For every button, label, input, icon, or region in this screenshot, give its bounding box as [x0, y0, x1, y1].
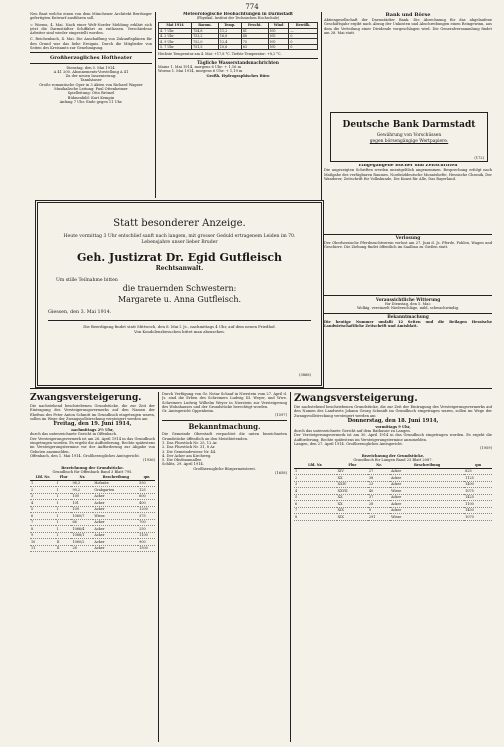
table-cell: I: [56, 513, 72, 520]
books-title: Eingegangene Bücher und Zeitschriften: [358, 164, 458, 168]
weather-subtitle: (Physikal. Institut der Technischen Hochschule): [196, 16, 280, 21]
table-cell: 4. 7 Uhr: [159, 28, 192, 33]
table-cell: 2: [294, 475, 337, 482]
table-cell: 5. 7 Uhr: [159, 44, 192, 49]
auction-right-text: Der Versteigerungsvermerk ist am 30. April 1914 in das Grundbuch eingetragen worden. Es ergeht die Aufforderung, Rechte spätestens im Versteigerungstermine anzumelden.: [294, 433, 492, 442]
auction-right-time: vormittags 9 Uhr,: [375, 424, 411, 429]
table-cell: Acker: [93, 519, 138, 526]
mid-notice-title: Bekanntmachung.: [188, 422, 261, 432]
auction-right-sign: Langen, den 27. April 1914. Großherzogliches Amtsgericht.: [294, 442, 404, 447]
notice-list-item: 3. Die Gemeindewiese Nr. 44.: [162, 449, 217, 454]
auction-left-time: nachmittags 2½ Uhr,: [71, 428, 114, 433]
table-cell: II: [56, 539, 72, 546]
books-text: Die angezeigten Schriften werden unentgeltlich angenommen. Besprechung erfolgt nach Maßgabe des verfügbaren Raumes. Nordsüddeutsche Monatshefte, Hessische Chronik, Der Wanderer, Zeitschrift für Volkskunde, Die Kunst für Alle, Das Bayerland.: [324, 168, 492, 181]
table-cell: 751,5: [192, 44, 219, 49]
table-cell: 5: [30, 506, 56, 513]
auction-left-table-sub: Grundbuch für Offenbach Band 3 Blatt 795.: [52, 469, 133, 474]
auction-left-intro: Die nachstehend beschriebenen Grundstücke, die zur Zeit der Eintragung des Versteigerungsvermerks auf den Namen der Ehefrau des Peter Anton Schmitt im Grundbuch eingetragen waren, sollen im Wege der Zwangsvollstreckung versteigert werden am: [30, 404, 155, 421]
table-cell: 0: [289, 39, 318, 44]
table-cell: 752,0: [192, 39, 219, 44]
bank-section-title: Bank und Börse: [385, 12, 431, 18]
table-cell: 1070: [464, 514, 492, 521]
table-cell: I: [56, 532, 72, 539]
table-cell: 28: [368, 501, 390, 508]
sale-text: Der Oberhessische Pferdezuchtverein verlost am 27. Juni d. Js. Pferde, Fohlen, Wagen und Geschirre. Die Ziehung findet öffentlich im Saalbau zu Gießen statt.: [324, 241, 492, 250]
auction-left-code: (1936): [143, 458, 155, 463]
table-cell: Acker: [93, 500, 138, 507]
announcement-mourners: die trauernden Schwestern:: [122, 284, 237, 293]
table-cell: 1066/4: [71, 526, 93, 533]
auction-mid-sign: Gr. Amtsgericht Oppenheim.: [162, 409, 215, 414]
table-cell: 0: [289, 34, 318, 39]
bank-ad: [330, 112, 488, 162]
table-cell: 3: [30, 493, 56, 500]
table-cell: 1060/7: [71, 513, 93, 520]
table-header-cell: Nr.: [368, 462, 390, 468]
table-cell: 1080/2: [71, 539, 93, 546]
table-cell: 2: [30, 487, 56, 494]
sale-title: Verlosung: [395, 235, 421, 241]
table-row: [294, 514, 492, 521]
auction-right-title: Zwangsversteigerung.: [294, 393, 418, 404]
mid-notice-date: Schlitz, 29. April 1914.: [162, 462, 204, 467]
table-cell: 900: [138, 539, 155, 546]
table-cell: 9: [30, 532, 56, 539]
auction-right-intro: Die nachstehend beschriebenen Grundstücke, die zur Zeit der Eintragung des Versteigerungsvermerks auf den Namen des Landwirts Johann Georg Schmidt im Grundbuch eingetragen waren, sollen im Wege der Zwangsvollstreckung versteigert werden am: [294, 405, 492, 418]
table-cell: Acker: [93, 506, 138, 513]
table-header-cell: Flur: [56, 474, 72, 480]
auction-left-place: durch das unterzeichnete Gericht in Offenbach.: [30, 432, 118, 437]
table-cell: —: [289, 28, 318, 33]
water-level-line: Worms 1. Mai 1914, morgens 6 Uhr: + 1,19 m: [158, 69, 243, 74]
table-cell: 10: [30, 539, 56, 546]
auction-right: [294, 392, 492, 742]
table-cell: 1: [294, 468, 337, 475]
table-cell: 125: [138, 487, 155, 494]
auction-mid-text: Durch Verfügung von Gr. Notar Schaaf in Nierstein vom 27. April d. Js. sind die Erben des Schreiners Ludwig III. Weyer, und Wwe. Schreiners Ludwig Wilhelm Weyer in Nierstein zur Versteigerung des Wohnhauses und der Grundstücke berechtigt worden.: [162, 392, 287, 409]
table-cell: 4. 9 Uhr: [159, 39, 192, 44]
table-cell: 1088/1: [71, 532, 93, 539]
death-announcement: [35, 200, 324, 388]
table-cell: 6: [294, 501, 337, 508]
table-cell: I: [56, 506, 72, 513]
table-cell: 754,8: [192, 28, 219, 33]
table-cell: 109: [71, 506, 93, 513]
theater-line: A 41 200. Abonnements-Vorstellung A 41: [53, 69, 129, 74]
table-header-cell: Temp.: [218, 23, 241, 28]
table-cell: Wiese: [93, 513, 138, 520]
table-cell: 81: [241, 28, 268, 33]
table-cell: XIX: [337, 514, 368, 521]
deceased-name: Geh. Justizrat Dr. Egid Gutfleisch: [76, 251, 283, 264]
auction-mid-code: (1597): [275, 413, 287, 418]
table-cell: 48: [241, 34, 268, 39]
table-cell: Acker: [93, 545, 138, 552]
table-cell: NO: [268, 44, 288, 49]
weather-table: [158, 22, 318, 50]
table-header-cell: Feucht.: [241, 23, 268, 28]
table-cell: 1200: [138, 506, 155, 513]
auction-right-table-title: Bezeichnung der Grundstücke.: [361, 453, 425, 458]
auction-right-place: durch das unterzeichnete Gericht auf dem Rathause zu Langen.: [294, 429, 411, 434]
table-header-cell: Flur: [337, 462, 368, 468]
table-cell: 38: [368, 475, 390, 482]
note-title: Bekanntmachung: [387, 314, 429, 320]
table-cell: 1450: [464, 507, 492, 514]
theater-line: Zu der neuen Inszenierung:: [65, 74, 117, 79]
table-cell: 8: [294, 514, 337, 521]
mid-notice-text: Die Gemeinde Oberstadt verpachtet die unten bezeichneten Grundstücke öffentlich an den Meistbietenden.: [162, 432, 287, 441]
note-text: Die heutige Nummer umfaßt 12 Seiten und die Beilagen Hessische Landwirtschaftliche Zeitschrift und Amtsblatt.: [324, 319, 492, 328]
notice-list-item: 5. Die Obstbaumallee.: [162, 458, 203, 463]
table-cell: 28: [71, 545, 93, 552]
theater-line: Musikalische Leitung: Paul Ottenheimer: [54, 87, 128, 92]
table-cell: I: [56, 480, 72, 487]
table-cell: 9: [368, 507, 390, 514]
deceased-title: Rechtsanwalt.: [155, 265, 204, 272]
table-cell: 4: [294, 488, 337, 495]
forecast-title: Voraussichtliche Witterung: [375, 296, 441, 302]
auction-right-date: Donnerstag, den 18. Juni 1914,: [347, 417, 439, 424]
table-cell: 4. 2 Uhr: [159, 34, 192, 39]
table-header-cell: Beschreibung: [93, 474, 138, 480]
table-header-cell: Beschreibung: [390, 462, 464, 468]
table-cell: 0: [289, 44, 318, 49]
theater-line: Spielleitung: Otto Brömel: [67, 91, 115, 96]
table-cell: 3: [294, 481, 337, 488]
bank-line2: gegen börsengängige Wertpapiere.: [369, 139, 449, 144]
table-header-cell: Nr.: [71, 474, 93, 480]
table-cell: 11: [30, 545, 56, 552]
table-header-cell: Barom.: [192, 23, 219, 28]
table-cell: II: [56, 545, 72, 552]
forecast-text: Wolkig, vereinzelt Niederschläge, mild, schwachwindig.: [356, 306, 460, 311]
table-cell: 1075: [464, 488, 492, 495]
column-weather: [158, 12, 318, 198]
table-cell: 700: [138, 519, 155, 526]
notice-worms: = Worms, 4. Mai. Nach einer Welt-Norder Meldung erklärt sich jetzt die Darmstädter Schiffahrt zu entlassen. Verschiedene Arbeiter sind wieder eingestellt worden.: [30, 22, 152, 36]
table-header-cell: qm: [138, 474, 155, 480]
weather-extremes: Höchste Temperatur am 4. Mai: +17,8 °C. Tiefste Temperatur: +8,2 °C.: [158, 52, 282, 57]
table-header-cell: Bewölk.: [289, 23, 318, 28]
table-cell: 27: [368, 468, 390, 475]
intro-text: Neu Baut welche einen von dem Münchener Architekt Bruttinger gefertigten Entwurf ausführen soll.: [30, 12, 152, 21]
auction-left-table: [30, 474, 155, 552]
announcement-request: Um stille Teilnahme bitten: [56, 278, 118, 283]
table-cell: XIV: [337, 468, 368, 475]
table-cell: 1125: [464, 475, 492, 482]
weather-title: Meteorologische Beobachtungen in Darmstadt: [183, 12, 293, 16]
notice-reichenbach: C. Reichenbach, 4. Mai. Die Anschaffung von Zukunftsplänen für den Grund war das liebe Ereignis. Durch die Mitglieder von Seiten des Kreisamts zur Genehmigung.: [30, 37, 152, 51]
announcement-code: (3868): [299, 373, 311, 377]
notice-list-item: 1. Das Flurstück Nr. 25, 12 Ar.: [162, 440, 218, 445]
table-cell: 375: [138, 513, 155, 520]
table-cell: NO: [268, 28, 288, 33]
mid-notice-code: (1658): [275, 471, 287, 476]
mid-notice-list: [162, 441, 287, 462]
auction-middle: [162, 392, 287, 742]
table-cell: 1500: [138, 545, 155, 552]
table-cell: Wiese: [390, 488, 464, 495]
table-cell: 98,3: [71, 480, 93, 487]
water-title: Tägliche Wasserstandsnachrichten: [197, 59, 279, 65]
theater-line: Bühnenbild: Kurt Kempin: [67, 95, 115, 100]
table-cell: I: [56, 487, 72, 494]
table-cell: 10,8: [218, 44, 241, 49]
bank-name: Deutsche Bank Darmstadt: [342, 120, 476, 130]
table-cell: 16,8: [218, 34, 241, 39]
table-cell: I: [56, 519, 72, 526]
table-cell: Acker: [390, 494, 464, 501]
table-cell: 8: [30, 526, 56, 533]
table-cell: XXVII: [337, 488, 368, 495]
table-cell: XXIV: [337, 481, 368, 488]
auction-right-table: [294, 462, 492, 521]
table-cell: 1: [30, 480, 56, 487]
table-cell: Acker: [93, 526, 138, 533]
table-cell: 550: [138, 480, 155, 487]
table-cell: Hofraite: [93, 480, 138, 487]
bank-text: Aktiengesellschaft der Darmstädter Bank. Die Abrechnung für das abgelaufene Geschäftsjahr ergibt nach Abzug der Unkosten und Abschreibungen einen Reingewinn, aus dem die Verteilung einer Dividende vorgeschlagen wird. Die Generalversammlung findet am 28. Mai statt.: [324, 18, 492, 35]
table-cell: 37: [368, 494, 390, 501]
auction-left-sign: Offenbach, den 1. Mai 1914. Großherzogliches Amtsgericht.: [30, 453, 140, 458]
water-level-line: Mainz 1. Mai 1914, morgens 6 Uhr: + 1,16 m: [158, 65, 242, 70]
table-cell: 101: [71, 500, 93, 507]
table-row: [30, 545, 155, 552]
forecast-date: für Dienstag, den 5. Mai:: [385, 302, 431, 307]
table-cell: Acker: [390, 501, 464, 508]
table-cell: I: [56, 500, 72, 507]
table-cell: XX: [337, 494, 368, 501]
table-cell: 99,2: [71, 487, 93, 494]
table-cell: 7: [294, 507, 337, 514]
mid-notice-office: Großherzogliche Bürgermeisterei.: [193, 466, 256, 471]
notice-list-item: 2. Das Flurstück Nr. 31, 8 Ar.: [162, 445, 216, 450]
table-cell: 100: [71, 493, 93, 500]
table-cell: 400: [138, 500, 155, 507]
table-cell: 1100: [138, 532, 155, 539]
table-header-cell: Mai 1914: [159, 23, 192, 28]
announcement-place-date: Giessen, den 3. Mai 1914.: [48, 310, 112, 315]
table-cell: 250: [138, 526, 155, 533]
table-cell: Grabgarten: [93, 487, 138, 494]
theater-line: Tannhäuser: [80, 78, 102, 83]
table-header-cell: Lfd. Nr.: [294, 462, 337, 468]
water-source: Großh. Hydrographisches Büro: [206, 73, 270, 78]
table-cell: XX: [337, 475, 368, 482]
auction-right-code: (1959): [480, 446, 492, 451]
theater-title: Großherzogliches Hoftheater: [49, 54, 133, 61]
table-cell: 75: [241, 39, 268, 44]
announcement-sisters: Margarete u. Anna Gutfleisch.: [117, 295, 242, 304]
table-cell: 1100: [464, 501, 492, 508]
announcement-heading: Statt besonderer Anzeige.: [113, 218, 246, 229]
table-cell: I: [56, 526, 72, 533]
table-cell: 753,2: [192, 34, 219, 39]
table-cell: 23: [368, 481, 390, 488]
table-cell: 1400: [464, 481, 492, 488]
theater-date: Dienstag, den 5. Mai 1914.: [66, 65, 116, 70]
table-cell: Acker: [390, 475, 464, 482]
table-cell: Wiese: [390, 514, 464, 521]
table-cell: 11,2: [218, 28, 241, 33]
table-cell: Acker: [390, 468, 464, 475]
theater-line: Anfang 7 Uhr. Ende gegen 11 Uhr.: [59, 99, 123, 104]
bank-line1: Gewährung von Vorschüssen: [376, 133, 442, 138]
table-cell: 40: [368, 488, 390, 495]
table-header-cell: Wind: [268, 23, 288, 28]
column-local-news: [30, 12, 152, 198]
auction-left-date: Freitag, den 19. Juni 1914,: [53, 421, 132, 428]
table-cell: Acker: [93, 493, 138, 500]
table-cell: XX: [337, 501, 368, 508]
table-cell: 825: [464, 468, 492, 475]
table-cell: 5: [294, 494, 337, 501]
weather-row: [159, 44, 318, 49]
theater-line: Große romantische Oper in 3 Akten von Richard Wagner: [39, 82, 143, 87]
auction-left-title: Zwangsversteigerung.: [30, 393, 142, 403]
table-cell: 291: [368, 514, 390, 521]
table-cell: 83: [241, 44, 268, 49]
table-cell: 600: [138, 493, 155, 500]
auction-right-table-sub: Grundbuch für Langen Band 23 Blatt 2087.: [353, 457, 433, 462]
page-number: 774: [245, 3, 259, 11]
announcement-intro: Heute vormittag 3 Uhr entschlief sanft nach langem, mit grosser Geduld ertragenem Leiden im 70. Lebensjahre unser lieber Bruder: [63, 234, 296, 245]
table-cell: Acker: [390, 507, 464, 514]
table-cell: 7: [30, 519, 56, 526]
table-cell: 6: [30, 513, 56, 520]
auction-left: [30, 392, 155, 742]
table-cell: Acker: [390, 481, 464, 488]
auction-left-text: Der Versteigerungsvermerk ist am 26. April 1914 in das Grundbuch eingetragen worden. Es ergeht die Aufforderung, Rechte spätestens im Versteigerungstermine vor der Aufforderung zur Abgabe von Geboten anzumelden.: [30, 436, 155, 454]
bank-code: (172): [474, 156, 484, 160]
table-cell: 4: [30, 500, 56, 507]
table-cell: XIX: [337, 507, 368, 514]
table-cell: 1425: [464, 494, 492, 501]
water-levels: [158, 65, 318, 74]
table-header-cell: qm: [464, 462, 492, 468]
column-bank-lower: [324, 164, 492, 384]
table-cell: 12,4: [218, 39, 241, 44]
table-cell: I: [56, 493, 72, 500]
announcement-funeral: Die Beerdigung findet statt Mittwoch, den 6. Mai l. Js., nachmittags 4 Uhr, auf dem neuen Friedhof.: [83, 323, 276, 329]
notice-list-item: 4. Der Acker am Kirchweg.: [162, 453, 212, 458]
table-header-cell: Lfd. Nr.: [30, 474, 56, 480]
table-cell: 66: [71, 519, 93, 526]
table-cell: Acker: [93, 532, 138, 539]
table-cell: NO: [268, 34, 288, 39]
announcement-condolence: Von Kondolenzbesuchen bittet man abzusehen.: [134, 328, 225, 334]
table-cell: Acker: [93, 539, 138, 546]
table-cell: NO: [268, 39, 288, 44]
theater-program: [30, 70, 152, 104]
auction-left-table-title: Bezeichnung der Grundstücke.: [61, 465, 124, 470]
